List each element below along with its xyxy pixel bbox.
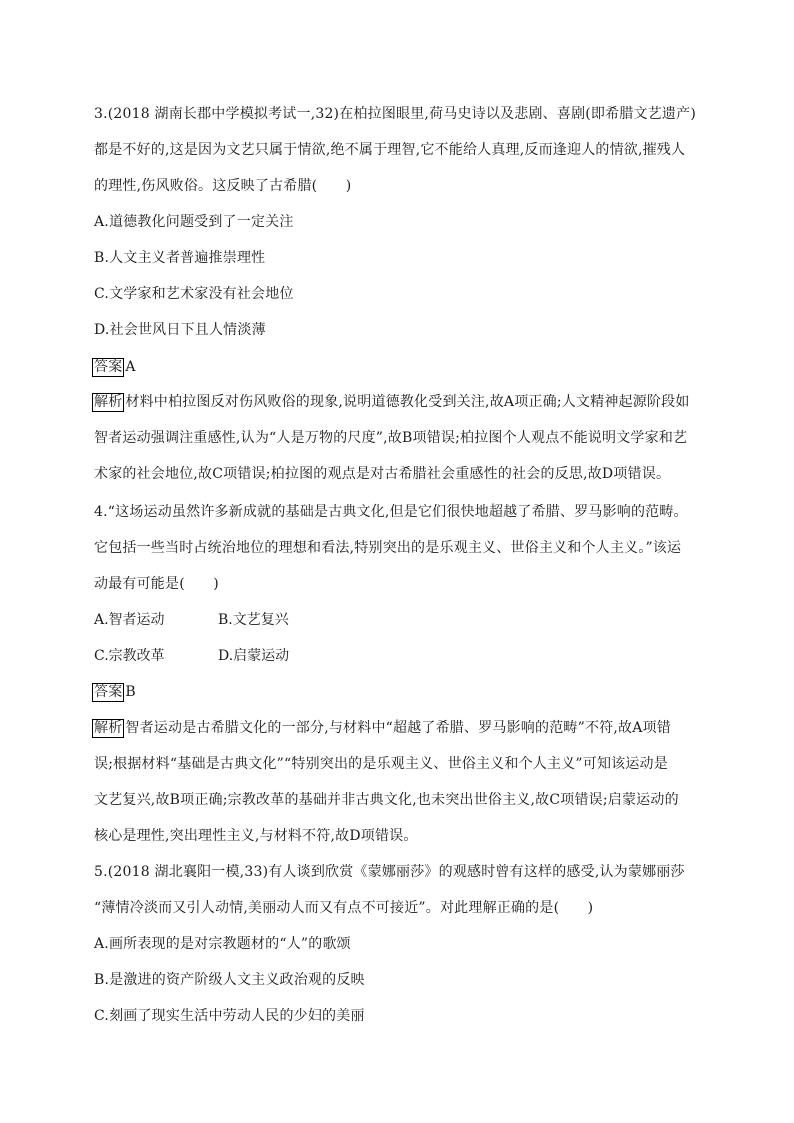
- q4-analysis-text-1: 智者运动是古希腊文化的一部分,与材料中“超越了希腊、罗马影响的范畴”不符,故A项错: [125, 720, 671, 736]
- q3-analysis-tag: 解析: [94, 394, 123, 410]
- q5-stem-line-2: “薄情冷淡而又引人动情,美丽动人而又有点不可接近”。对此理解正确的是( ): [94, 900, 594, 916]
- q3-stem-line-3: 的理性,伤风败俗。这反映了古希腊( ): [94, 178, 352, 194]
- q5-stem-line-1: 5.(2018 湖北襄阳一模,33)有人谈到欣赏《蒙娜丽莎》的观感时曾有这样的感受,认为蒙娜丽莎: [94, 864, 685, 880]
- q4-analysis-line-1: [92, 718, 732, 738]
- q4-answer-value: B: [125, 684, 136, 700]
- q4-answer: [92, 682, 732, 702]
- q3-answer: [92, 357, 732, 377]
- q3-analysis-line-1: [92, 392, 732, 412]
- q4-option-b: B.文艺复兴: [218, 612, 289, 628]
- q4-analysis-tag: 解析: [94, 720, 123, 736]
- q4-analysis-line-3: 文艺复兴,故B项正确;宗教改革的基础并非古典文化,也未突出世俗主义,故C项错误;启蒙运动的: [94, 792, 679, 808]
- q3-option-d: D.社会世风日下且人情淡薄: [94, 322, 266, 338]
- q4-option-d: D.启蒙运动: [218, 648, 290, 664]
- q4-analysis-line-4: 核心是理性,突出理性主义,与材料不符,故D项错误。: [94, 828, 418, 844]
- q4-stem-line-3: 动最有可能是( ): [94, 576, 219, 592]
- q3-stem-line-1: 3.(2018 湖南长郡中学模拟考试一,32)在柏拉图眼里,荷马史诗以及悲剧、喜剧(即希腊文艺遗产): [94, 106, 696, 122]
- q4-option-a: A.智者运动: [94, 612, 165, 628]
- q3-option-a: A.道德教化问题受到了一定关注: [94, 214, 294, 230]
- q3-analysis-line-3: 术家的社会地位,故C项错误;柏拉图的观点是对古希腊社会重感性的社会的反思,故D项错误。: [94, 466, 671, 482]
- q3-stem-line-2: 都是不好的,这是因为文艺只属于情欲,绝不属于理智,它不能给人真理,反而逢迎人的情欲,摧残人: [94, 142, 686, 158]
- q4-stem-line-2: 它包括一些当时占统治地位的理想和看法,特别突出的是乐观主义、世俗主义和个人主义。”该运: [94, 540, 682, 556]
- q4-stem-line-1: 4.“这场运动虽然许多新成就的基础是古典文化,但是它们很快地超越了希腊、罗马影响的范畴。: [94, 504, 688, 520]
- q3-analysis-text-1: 材料中柏拉图反对伤风败俗的现象,说明道德教化受到关注,故A项正确;人文精神起源阶段如: [125, 394, 690, 410]
- q4-option-c: C.宗教改革: [94, 648, 165, 664]
- q3-answer-value: A: [125, 359, 136, 375]
- q3-option-c: C.文学家和艺术家没有社会地位: [94, 286, 294, 302]
- q4-analysis-line-2: 误;根据材料“基础是古典文化”“特别突出的是乐观主义、世俗主义和个人主义”可知该运动是: [94, 756, 668, 772]
- q5-option-c: C.刻画了现实生活中劳动人民的少妇的美丽: [94, 1008, 365, 1024]
- q5-option-a: A.画所表现的是对宗教题材的“人”的歌颂: [94, 936, 351, 952]
- q4-answer-tag: 答案: [94, 684, 123, 700]
- q3-answer-tag: 答案: [94, 359, 123, 375]
- q3-analysis-line-2: 智者运动强调注重感性,认为“人是万物的尺度”,故B项错误;柏拉图个人观点不能说明文学家和艺: [94, 430, 688, 446]
- q5-option-b: B.是激进的资产阶级人文主义政治观的反映: [94, 972, 365, 988]
- q3-option-b: B.人文主义者普遍推崇理性: [94, 250, 266, 266]
